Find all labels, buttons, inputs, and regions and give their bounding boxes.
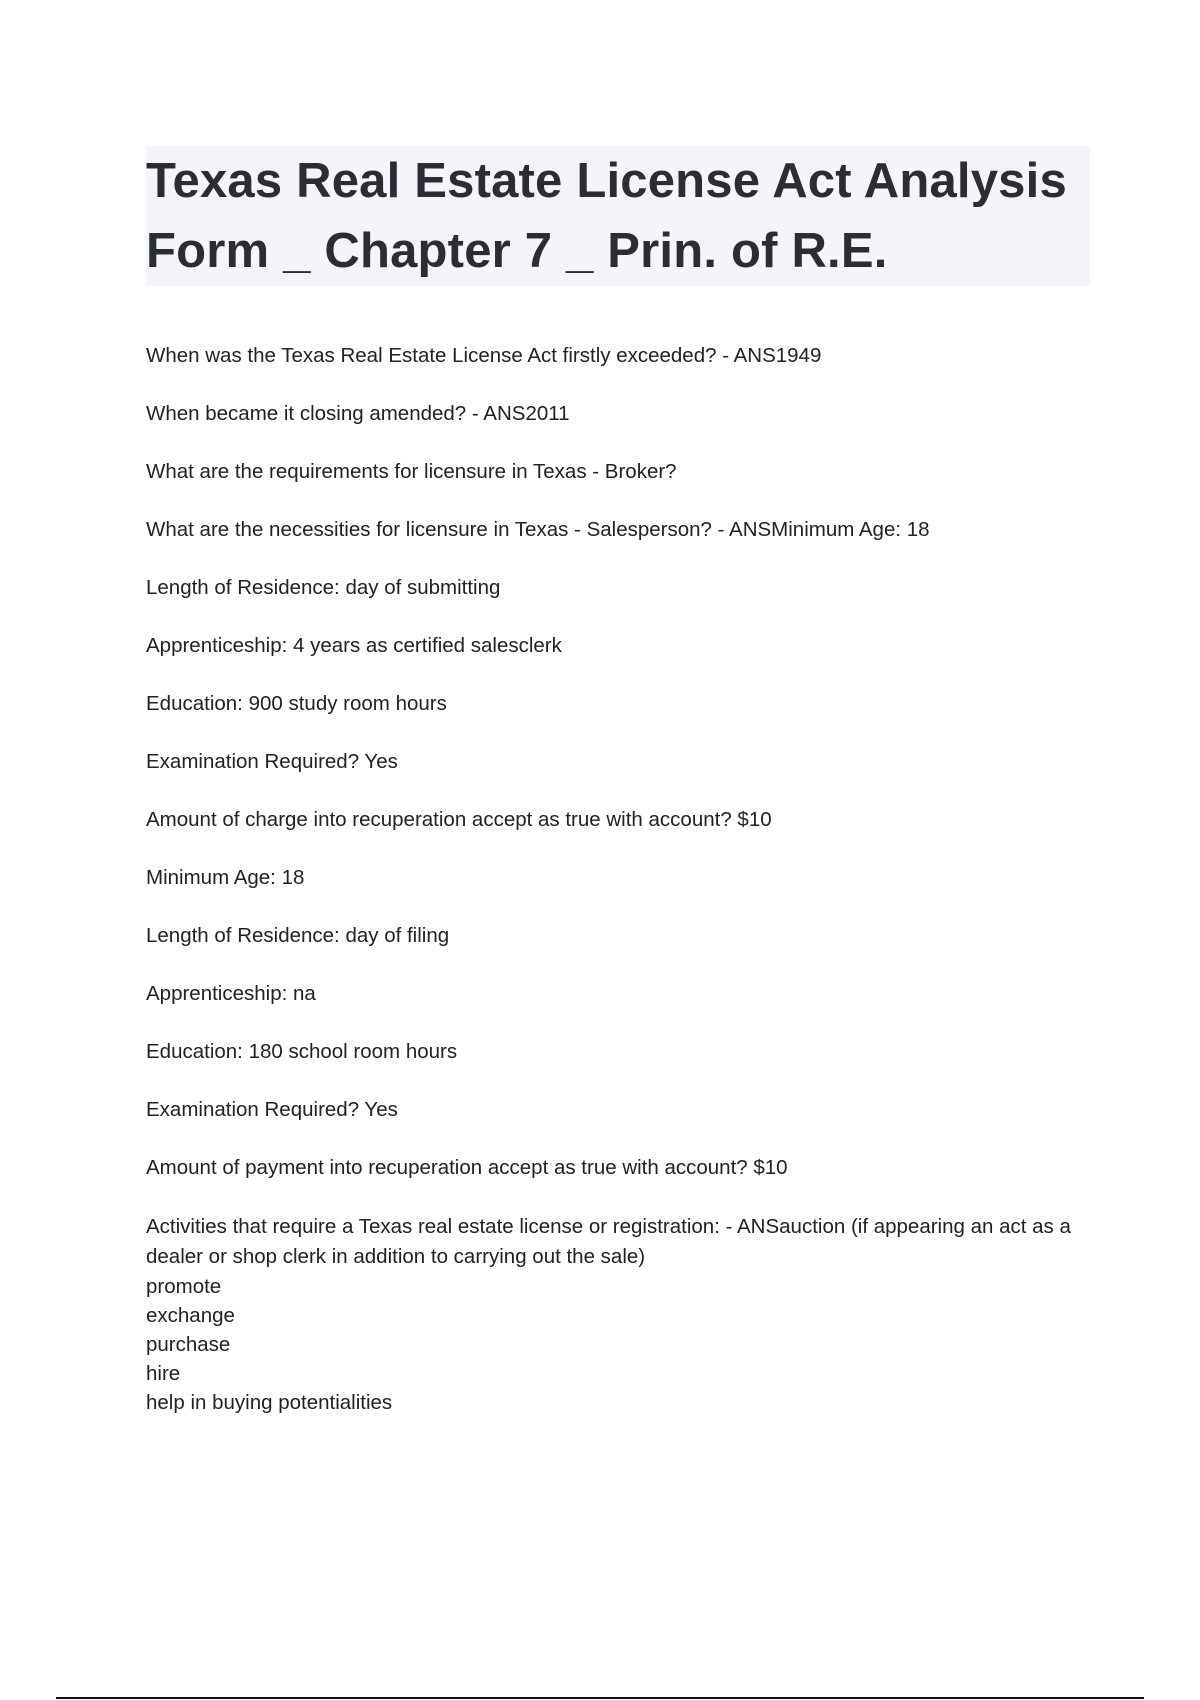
activity-item: exchange [146, 1304, 235, 1327]
activity-item: promote [146, 1275, 222, 1298]
paragraph: Minimum Age: 18 [146, 866, 305, 889]
paragraph: Examination Required? Yes [146, 1098, 398, 1121]
paragraph: Examination Required? Yes [146, 750, 398, 773]
activity-item: purchase [146, 1333, 231, 1356]
paragraph: Apprenticeship: 4 years as certified salesclerk [146, 634, 562, 657]
paragraph: When was the Texas Real Estate License Act firstly exceeded? - ANS1949 [146, 344, 822, 367]
activities-intro: Activities that require a Texas real estate license or registration: - ANSauction (if appearing an act as a dealer or shop clerk in addition to carrying out the sale) [146, 1215, 1071, 1268]
paragraph: What are the necessities for licensure in Texas - Salesperson? - ANSMinimum Age: 18 [146, 518, 930, 541]
document-title: Texas Real Estate License Act Analysis Form _ Chapter 7 _ Prin. of R.E. [146, 154, 1067, 278]
paragraph: Length of Residence: day of submitting [146, 576, 501, 599]
document-body [146, 342, 1086, 1417]
paragraph: What are the requirements for licensure in Texas - Broker? [146, 460, 677, 483]
paragraph: Length of Residence: day of filing [146, 924, 450, 947]
title-block [146, 146, 1090, 286]
activities-section [146, 1212, 1086, 1417]
paragraph: Education: 900 study room hours [146, 692, 447, 715]
paragraph: Education: 180 school room hours [146, 1040, 458, 1063]
paragraph: When became it closing amended? - ANS2011 [146, 402, 570, 425]
activity-item: hire [146, 1362, 181, 1385]
paragraph: Amount of payment into recuperation accept as true with account? $10 [146, 1156, 788, 1179]
activity-item: help in buying potentialities [146, 1391, 393, 1414]
footer-divider [56, 1697, 1144, 1699]
paragraph: Amount of charge into recuperation accept as true with account? $10 [146, 808, 772, 831]
paragraph: Apprenticeship: na [146, 982, 316, 1005]
